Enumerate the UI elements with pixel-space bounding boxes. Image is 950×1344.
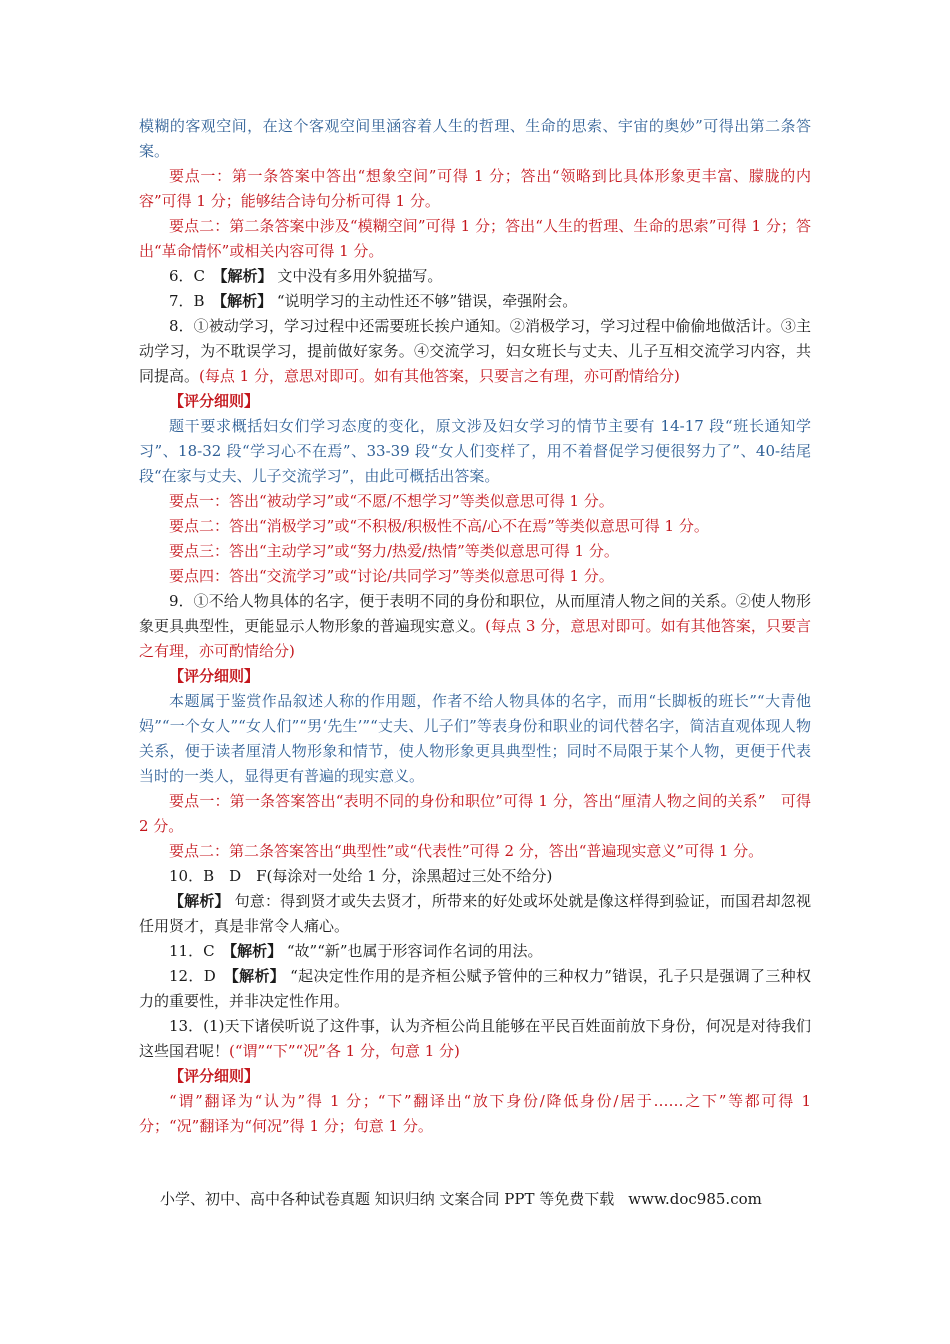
q11-answer	[139, 939, 811, 964]
q6-number: 6．C	[169, 267, 221, 285]
q9-answer-text: 9．①不给人物具体的名字，便于表明不同的身份和职位，从而厘清人物之间的关系。②使人物形象更具典型性，更能显示人物形象的普遍现实意义。	[139, 592, 811, 635]
q9-rubric-title: 【评分细则】	[169, 667, 260, 685]
q8-rubric-title: 【评分细则】	[169, 392, 260, 410]
q6-analysis: 文中没有多用外貌描写。	[272, 267, 443, 285]
q11-analysis-tag: 【解析】	[229, 942, 283, 960]
q12-answer	[139, 964, 811, 1014]
q10-answer: 10．B D F(每涂对一处给 1 分，涂黑超过三处不给分)	[169, 867, 553, 885]
q10-analysis	[139, 889, 811, 939]
q6-answer	[139, 264, 811, 289]
q13-scoring-note: (“谓”“下”“况”各 1 分，句意 1 分)	[229, 1042, 460, 1060]
footer-text: 小学、初中、高中各种试卷真题 知识归纳 文案合同 PPT 等免费下载	[160, 1190, 615, 1208]
footer-url[interactable]: www.doc985.com	[628, 1190, 762, 1208]
q11-number: 11．C	[169, 942, 230, 960]
q12-analysis-tag: 【解析】	[231, 967, 286, 985]
q5-point-1: 要点一：第一条答案中答出“想象空间”可得 1 分；答出“领略到比具体形象更丰富、朦胧的内容”可得 1 分；能够结合诗句分析可得 1 分。	[139, 167, 811, 210]
q12-analysis: “起决定性作用的是齐桓公赋予管仲的三种权力”错误，孔子只是强调了三种权力的重要性，并非决定性作用。	[139, 967, 811, 1010]
q8-point-4: 要点四：答出“交流学习”或“讨论/共同学习”等类似意思可得 1 分。	[169, 567, 614, 585]
q10-analysis-body: 句意：得到贤才或失去贤才，所带来的好处或坏处就是像这样得到验证，而国君却忽视任用贤才，真是非常令人痛心。	[139, 892, 811, 935]
q9-point-2: 要点二：第二条答案答出“典型性”或“代表性”可得 2 分，答出“普遍现实意义”可得 1 分。	[169, 842, 764, 860]
q9-point-1: 要点一：第一条答案答出“表明不同的身份和职位”可得 1 分，答出“厘清人物之间的关系” 可得 2 分。	[139, 792, 811, 835]
q8-scoring-note: (每点 1 分，意思对即可。如有其他答案，只要言之有理，亦可酌情给分)	[199, 367, 680, 385]
q13-answer-text: 13．(1)天下诸侯听说了这件事，认为齐桓公尚且能够在平民百姓面前放下身份，何况是对待我们这些国君呢！	[139, 1017, 811, 1060]
q7-analysis-tag: 【解析】	[219, 292, 273, 310]
q13-answer	[139, 1014, 811, 1064]
q7-number: 7．B	[169, 292, 220, 310]
q11-analysis: “故”“新”也属于形容词作名词的用法。	[282, 942, 543, 960]
q7-analysis: “说明学习的主动性还不够”错误，牵强附会。	[272, 292, 578, 310]
q6-analysis-tag: 【解析】	[220, 267, 273, 285]
q7-answer	[139, 289, 811, 314]
q13-rubric-body: “谓”翻译为“认为”得 1 分；“下”翻译出“放下身份/降低身份/居于……之下”等都可得 1 分；“况”翻译为“何况”得 1 分；句意 1 分。	[139, 1092, 811, 1135]
q8-point-3: 要点三：答出“主动学习”或“努力/热爱/热情”等类似意思可得 1 分。	[169, 542, 619, 560]
analysis-continuation: 模糊的客观空间，在这个客观空间里涵容着人生的哲理、生命的思索、宇宙的奥妙”可得出第二条答案。	[139, 117, 811, 160]
q8-point-2: 要点二：答出“消极学习”或“不积极/积极性不高/心不在焉”等类似意思可得 1 分。	[169, 517, 709, 535]
q5-point-2: 要点二：第二条答案中涉及“模糊空间”可得 1 分；答出“人生的哲理、生命的思索”可得 1 分；答出“革命情怀”或相关内容可得 1 分。	[139, 217, 811, 260]
q9-answer	[139, 589, 811, 664]
q8-rubric-body: 题干要求概括妇女们学习态度的变化，原文涉及妇女学习的情节主要有 14-17 段“班长通知学习”、18-32 段“学习心不在焉”、33-39 段“女人们变样了，用不着督促学习便很努力了”、40-结尾段“在家与丈夫、儿子交流学习”，由此可概括出答案。	[139, 417, 811, 485]
q8-answer-text: 8．①被动学习，学习过程中还需要班长挨户通知。②消极学习，学习过程中偷偷地做活计。③主动学习，为不耽误学习，提前做好家务。④交流学习，妇女班长与丈夫、儿子互相交流学习内容，共同提高。	[139, 317, 811, 385]
q9-rubric-body: 本题属于鉴赏作品叙述人称的作用题，作者不给人物具体的名字，而用“长脚板的班长”“大青他妈”“一个女人”“女人们”“男‘先生’”“丈夫、儿子们”等表身份和职业的词代替名字，简洁直观体现人物关系，便于读者厘清人物形象和情节，使人物形象更具典型性；同时不局限于某个人物，更便于代表当时的一类人，显得更有普遍的现实意义。	[139, 692, 811, 785]
q8-answer	[139, 314, 811, 389]
q12-number: 12．D	[169, 967, 232, 985]
answer-content	[139, 114, 811, 1139]
q9-scoring-note: (每点 3 分，意思对即可。如有其他答案，只要言之有理，亦可酌情给分)	[139, 617, 811, 660]
page-footer	[160, 1187, 820, 1212]
q10-analysis-tag: 【解析】	[169, 892, 230, 910]
q8-point-1: 要点一：答出“被动学习”或“不愿/不想学习”等类似意思可得 1 分。	[169, 492, 614, 510]
q13-rubric-title: 【评分细则】	[169, 1067, 260, 1085]
